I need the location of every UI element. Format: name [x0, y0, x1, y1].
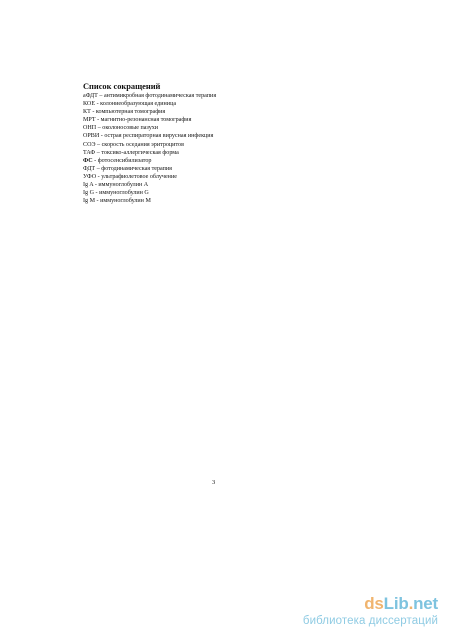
- abbreviation-list: [83, 92, 216, 205]
- abbreviation-definition: - острая респираторная вирусная инфекция: [99, 133, 214, 140]
- list-item: [83, 141, 216, 149]
- list-item: [83, 165, 216, 173]
- abbreviation-definition: – фотодинамическая терапия: [95, 165, 172, 172]
- abbreviation-definition: - иммуноглобулин A: [93, 182, 149, 189]
- logo-ds: ds: [364, 594, 384, 613]
- list-item: [83, 100, 216, 108]
- list-item: [83, 124, 216, 132]
- logo-net: net: [413, 594, 438, 613]
- abbreviation: ФДТ: [83, 165, 96, 172]
- list-item: [83, 173, 216, 181]
- abbreviation-definition: - иммуноглобулин M: [95, 198, 151, 205]
- list-item: [83, 132, 216, 140]
- list-item: [83, 116, 216, 124]
- abbreviation: ОРВИ: [83, 133, 100, 140]
- watermark-subtitle: библиотека диссертаций: [302, 615, 438, 627]
- abbreviation: ТАФ: [83, 149, 96, 156]
- abbreviation-definition: - фотосенсибилизатор: [92, 157, 152, 164]
- abbreviation: ОНП: [83, 125, 97, 132]
- abbreviation-definition: - магнитно-резонансная томография: [95, 117, 192, 124]
- abbreviation-definition: – околоносовые пазухи: [96, 125, 159, 132]
- abbreviation-definition: - ультрафиолетовое облучение: [96, 173, 177, 180]
- abbreviation: СОЭ: [83, 141, 96, 148]
- abbreviation-definition: - компьютерная томография: [90, 109, 166, 116]
- list-item: [83, 157, 216, 165]
- abbreviation: Ig M: [83, 198, 96, 205]
- logo-lib: Lib: [383, 594, 409, 613]
- abbreviation-definition: – токсико-аллергическая форма: [95, 149, 179, 156]
- list-item: [83, 181, 216, 189]
- abbreviation-definition: - колониеобразующая единица: [95, 101, 177, 108]
- abbreviation: аФДТ: [83, 93, 98, 99]
- abbreviation: КОЕ: [83, 101, 96, 108]
- abbreviation: Ig G: [83, 190, 95, 197]
- watermark[interactable]: [303, 594, 438, 628]
- watermark-logo[interactable]: [303, 594, 438, 614]
- list-item: [83, 108, 216, 116]
- page-title: Список сокращений: [83, 82, 161, 91]
- logo-dot: .: [408, 594, 414, 613]
- abbreviation: МРТ: [83, 117, 96, 124]
- abbreviation-definition: – антимикробная фотодинамическая терапия: [97, 93, 217, 99]
- abbreviation: Ig A: [83, 182, 94, 189]
- list-item: [83, 149, 216, 157]
- page-number: 3: [212, 479, 216, 486]
- abbreviation: УФО: [83, 173, 97, 180]
- list-item: [83, 197, 216, 205]
- abbreviation: КТ: [83, 109, 91, 116]
- abbreviation: ФС: [83, 157, 93, 164]
- abbreviation-definition: - иммуноглобулин G: [94, 190, 149, 197]
- list-item: [83, 189, 216, 197]
- abbreviation-definition: – скорость оседания эритроцитов: [95, 141, 184, 148]
- list-item: [83, 92, 216, 100]
